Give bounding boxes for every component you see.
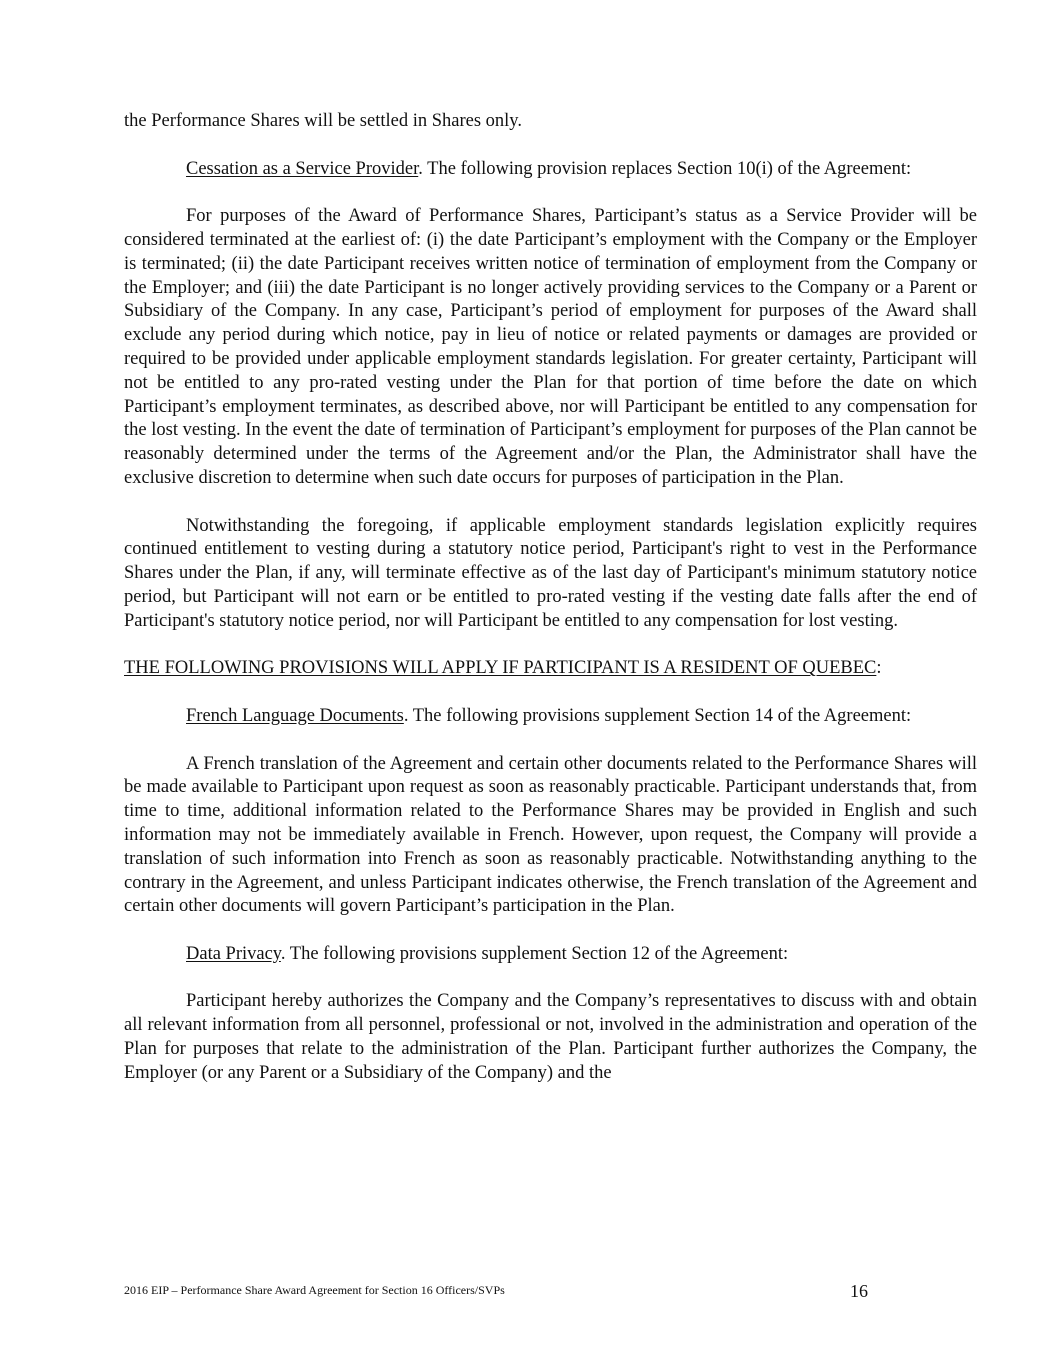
french-intro-text: . The following provisions supplement Section 14 of the Agreement:	[403, 705, 912, 726]
french-translation-paragraph: A French translation of the Agreement and certain other documents related to the Performance Shares will be made available to Participant upon request as soon as reasonably practicable. Participant understands that, from time to time, additional information related to the Performance Shares may be provided in English and such information may not be immediately available in French. However, upon request, the Company will provide a translation of such information into French as soon as reasonably practicable. Notwithstanding anything to the contrary in the Agreement, and unless Participant indicates otherwise, the French translation of the Agreement and certain other documents will govern Participant’s participation in the Plan.	[124, 753, 977, 917]
privacy-heading: Data Privacy	[186, 943, 281, 964]
page-number: 16	[850, 1281, 868, 1301]
cessation-section-intro	[124, 158, 977, 182]
settlement-paragraph: the Performance Shares will be settled in Shares only.	[124, 111, 522, 131]
french-section-intro	[124, 705, 977, 729]
termination-paragraph: For purposes of the Award of Performance Shares, Participant’s status as a Service Provider will be considered terminated at the earliest of: (i) the date Participant’s employment with the Company or the Employer is terminated; (ii) the date Participant receives written notice of termination of employment from the Company or the Employer; and (iii) the date Participant is no longer actively providing services to the Company or a Parent or Subsidiary of the Company. In any case, Participant’s period of employment for purposes of the Award shall exclude any period during which notice, pay in lieu of notice or related payments or damages are provided or required to be provided under applicable employment standards legislation. For greater certainty, Participant will not be entitled to any pro-rated vesting under the Plan for that portion of time before the date on which Participant’s employment terminates, as described above, nor will Participant be entitled to any compensation for the lost vesting. In the event the date of termination of Participant’s employment for purposes of the Plan cannot be reasonably determined under the terms of the Agreement and/or the Plan, the Administrator shall have the exclusive discretion to determine when such date occurs for purposes of participation in the Plan.	[124, 206, 977, 488]
quebec-heading-text: THE FOLLOWING PROVISIONS WILL APPLY IF PARTICIPANT IS A RESIDENT OF QUEBEC	[124, 658, 877, 679]
quebec-section-heading	[124, 657, 894, 681]
quebec-heading-colon: :	[876, 658, 882, 679]
cessation-heading: Cessation as a Service Provider	[186, 158, 419, 179]
cessation-intro-text: . The following provision replaces Section 10(i) of the Agreement:	[418, 158, 912, 179]
notwithstanding-paragraph: Notwithstanding the foregoing, if applicable employment standards legislation explicitly requires continued entitlement to vesting during a statutory notice period, Participant's right to vest in the Performance Shares under the Plan, if any, will terminate effective as of the last day of Participant's minimum statutory notice period, but Participant will not earn or be entitled to pro-rated vesting if the vesting date falls after the end of Participant's statutory notice period, nor will Participant be entitled to any compensation for lost vesting.	[124, 515, 977, 631]
document-body	[124, 110, 977, 1109]
french-heading: French Language Documents	[186, 705, 404, 726]
page-footer: 2016 EIP – Performance Share Award Agreement for Section 16 Officers/SVPs	[124, 1283, 505, 1297]
privacy-intro-text: . The following provisions supplement Section 12 of the Agreement:	[280, 943, 789, 964]
privacy-authorization-paragraph: Participant hereby authorizes the Company and the Company’s representatives to discuss with and obtain all relevant information from all personnel, professional or not, involved in the administration and operation of the Plan for purposes that relate to the administration of the Plan. Participant further authorizes the Company, the Employer (or any Parent or a Subsidiary of the Company) and the	[124, 991, 977, 1083]
privacy-section-intro	[124, 943, 977, 967]
